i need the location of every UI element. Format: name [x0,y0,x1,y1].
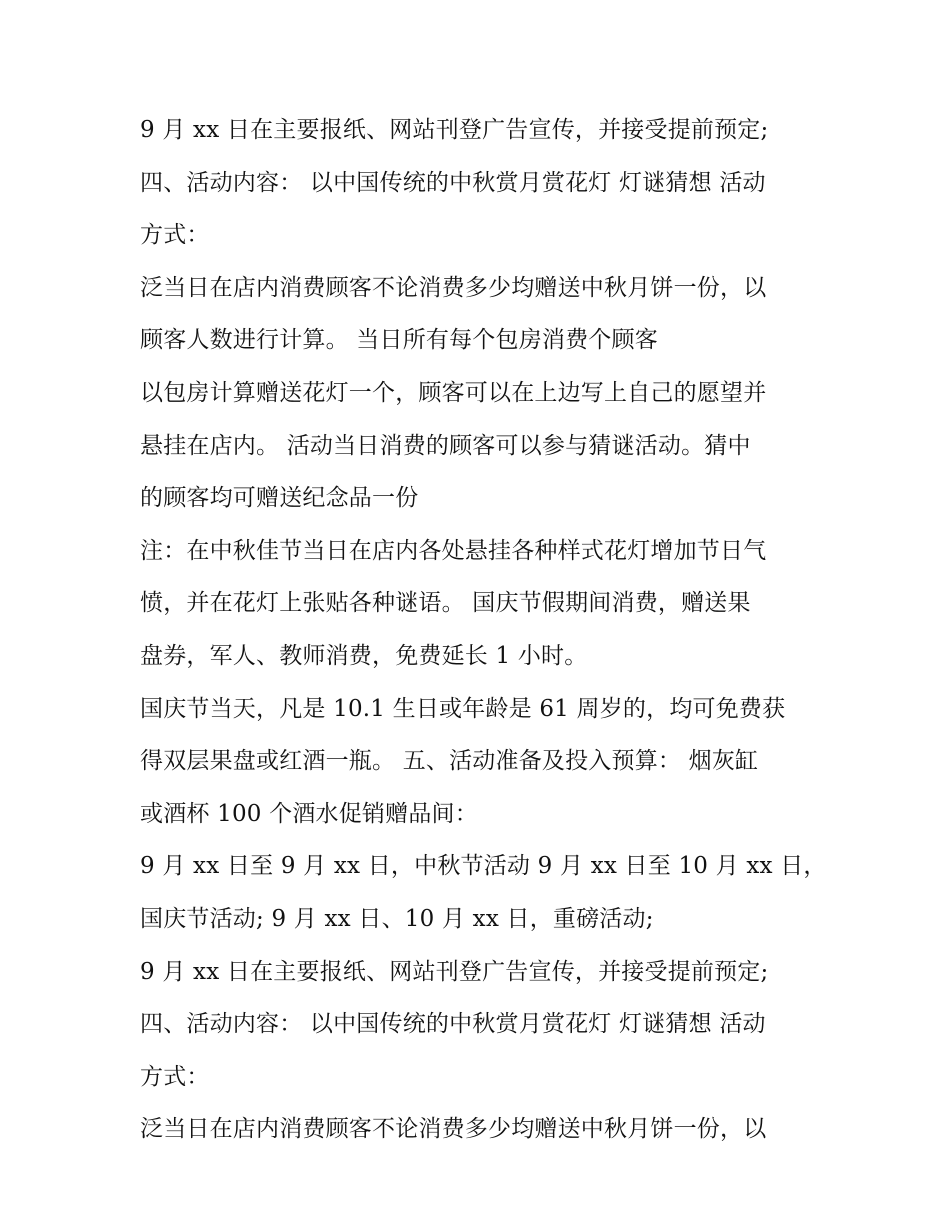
text-line: 四、活动内容： 以中国传统的中秋赏月赏花灯 灯谜猜想 活动 [140,169,766,196]
text-line: 四、活动内容： 以中国传统的中秋赏月赏花灯 灯谜猜想 活动 [140,1011,766,1038]
text-line: 泛当日在店内消费顾客不论消费多少均赠送中秋月饼一份，以 [140,1116,767,1143]
text-line: 的顾客均可赠送纪念品一份 [140,485,419,512]
text-line: 盘券，军人、教师消费，免费延长 1 小时。 [140,642,588,669]
text-line: 愤，并在花灯上张贴各种谜语。 国庆节假期间消费，赠送果 [140,590,751,617]
text-line: 9 月 xx 日至 9 月 xx 日，中秋节活动 9 月 xx 日至 10 月 xx 日， [140,853,827,880]
text-line: 方式： [140,1063,210,1090]
text-line: 注：在中秋佳节当日在店内各处悬挂各种样式花灯增加节日气 [140,537,767,564]
text-line: 国庆节当天，凡是 10.1 生日或年龄是 61 周岁的，均可免费获 [140,695,786,722]
text-line: 国庆节活动; 9 月 xx 日、10 月 xx 日，重磅活动; [140,905,654,932]
text-line: 悬挂在店内。 活动当日消费的顾客可以参与猜谜活动。猜中 [140,432,751,459]
text-line: 以包房计算赠送花灯一个，顾客可以在上边写上自己的愿望并 [140,379,767,406]
text-line: 9 月 xx 日在主要报纸、网站刊登广告宣传，并接受提前预定; [140,958,769,985]
document-body [140,104,830,1156]
text-line: 顾客人数进行计算。 当日所有每个包房消费个顾客 [140,327,658,354]
text-line: 方式： [140,222,210,249]
text-line: 或酒杯 100 个酒水促销赠品间： [140,800,478,827]
text-line: 泛当日在店内消费顾客不论消费多少均赠送中秋月饼一份，以 [140,274,767,301]
text-line: 9 月 xx 日在主要报纸、网站刊登广告宣传，并接受提前预定; [140,117,769,143]
text-line: 得双层果盘或红酒一瓶。 五、活动准备及投入预算： 烟灰缸 [140,748,759,775]
